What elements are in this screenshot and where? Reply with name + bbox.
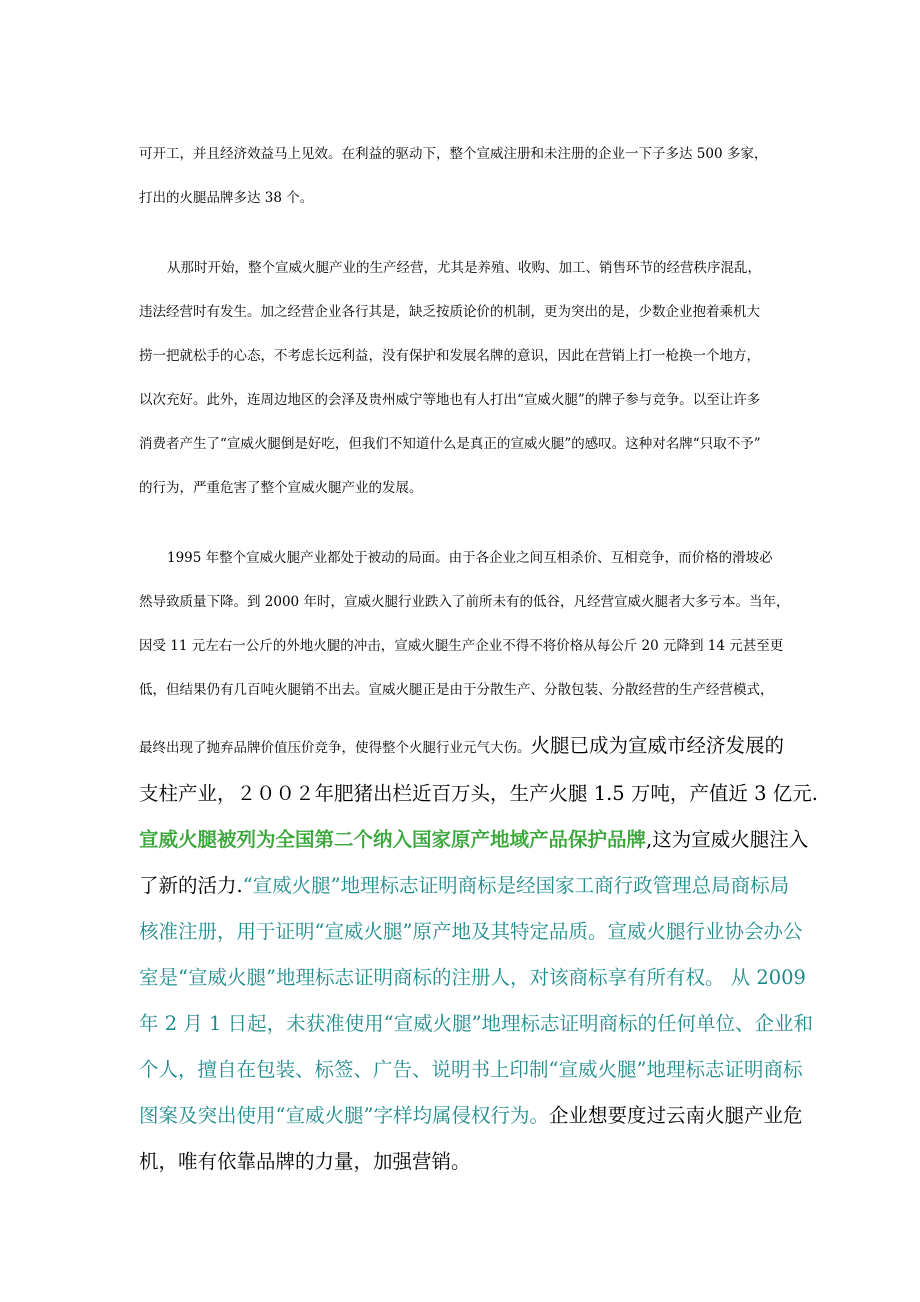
text-line: 个人，擅自在包装、标签、广告、说明书上印制“宣威火腿”地理标志证明商标 [139, 1058, 803, 1081]
text-line: 打出的火腿品牌多达 38 个。 [139, 190, 314, 206]
text-line [139, 1100, 802, 1128]
text-line: 的行为，严重危害了整个宣威火腿产业的发展。 [139, 480, 423, 496]
text-line [139, 730, 784, 758]
text-line: 1995 年整个宣威火腿产业都处于被动的局面。由于各企业之间互相杀价、互相竞争，而价格的滑坡必 [167, 550, 773, 566]
text-line: 机，唯有依靠品牌的力量，加强营销。 [139, 1150, 471, 1173]
text-line: 低，但结果仍有几百吨火腿销不出去。宣威火腿正是由于分散生产、分散包装、分散经营的生产经营模式， [139, 682, 774, 698]
text-line: 捞一把就松手的心态，不考虑长远利益，没有保护和发展名牌的意识，因此在营销上打一枪换一个地方， [139, 348, 760, 364]
text-run: 最终出现了抛弃品牌价值压价竞争，使得整个火腿行业元气大伤。 [139, 740, 531, 756]
text-line: 可开工，并且经济效益马上见效。在利益的驱动下，整个宣威注册和未注册的企业一下子多达 500 多家， [139, 146, 768, 162]
text-line: 消费者产生了“宣威火腿倒是好吃，但我们不知道什么是真正的宣威火腿”的感叹。这种对名牌“只取不予” [139, 436, 761, 452]
text-line: 年 2 月 1 日起，未获准使用“宣威火腿”地理标志证明商标的任何单位、企业和 [139, 1012, 814, 1035]
teal-text: “宣威火腿”地理标志证明商标是经国家工商行政管理总局商标局 [242, 874, 790, 897]
text-line: 核准注册，用于证明“宣威火腿”原产地及其特定品质。宣威火腿行业协会办公 [139, 920, 803, 943]
text-line: 然导致质量下降。到 2000 年时，宣威火腿行业跌入了前所未有的低谷，凡经营宣威火腿者大多亏本。当年， [139, 594, 790, 610]
teal-text: 图案及突出使用“宣威火腿”字样均属侵权行为。 [139, 1104, 549, 1127]
text-run-large: 火腿已成为宣威市经济发展的 [530, 734, 785, 757]
text-line [139, 824, 808, 852]
text-run: ,这为宣威火腿注入 [646, 828, 809, 851]
text-line: 违法经营时有发生。加之经营企业各行其是，缺乏按质论价的机制，更为突出的是，少数企业抱着乘机大 [139, 304, 760, 320]
text-line [139, 870, 789, 898]
text-line: 因受 11 元左右一公斤的外地火腿的冲击，宣威火腿生产企业不得不将价格从每公斤 20 元降到 14 元甚至更 [139, 638, 784, 654]
highlighted-text: 宣威火腿被列为全国第二个纳入国家原产地域产品保护品牌 [139, 828, 647, 851]
text-run: 企业想要度过云南火腿产业危 [548, 1104, 803, 1127]
text-line: 支柱产业，２００２年肥猪出栏近百万头，生产火腿 1.5 万吨，产值近 3 亿元. [139, 782, 818, 805]
text-line: 以次充好。此外，连周边地区的会泽及贵州威宁等地也有人打出“宣威火腿”的牌子参与竞争。以至让许多 [139, 392, 761, 408]
text-run: 了新的活力. [139, 874, 243, 897]
text-line: 从那时开始，整个宣威火腿产业的生产经营，尤其是养殖、收购、加工、销售环节的经营秩序混乱， [167, 260, 761, 276]
text-line: 室是“宣威火腿”地理标志证明商标的注册人，对该商标享有所有权。 从 2009 [139, 966, 806, 989]
